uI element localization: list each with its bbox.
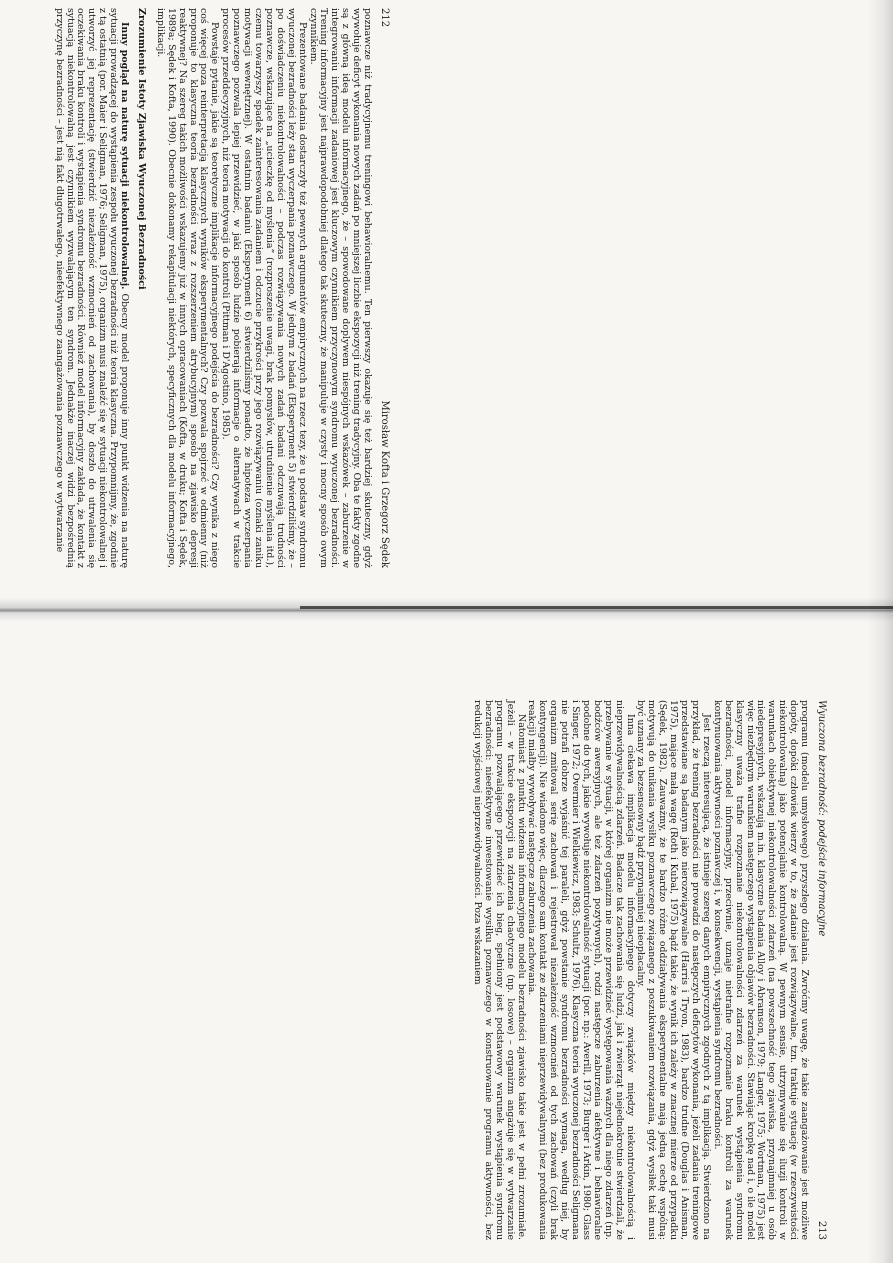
running-head-title: Wyuczona bezradność: podejście informacyjne — [816, 700, 827, 937]
paragraph — [53, 8, 129, 568]
running-head — [815, 700, 826, 1240]
page-212 — [0, 8, 389, 568]
page-number: 212 — [379, 8, 390, 28]
paragraph: programu (modelu umysłowego) przyszłego działania. Zwróćmy uwagę, że takie zaangażowanie jest możliwe dopóty, dopóki człowiek wierzy w to, że zadanie jest rozwiązywalne, tzn. traktuje sytuację (w rzeczywistości niekontrolowalną) jako potencjalnie kontrolowalną. W pewnym sensie, utrzymywanie się iluzji kontroli w warunkach obiektywnej niekontrolowalności zdarzeń (na powszechność tego zjawiska, przynajmniej u osób niedepresyjnych, wskazują m.in. klasyczne badania Alloy i Abramson, 1979; Langer, 1975; Wortman, 1975) jest więc niezbędnym warunkiem następczego wystąpienia objawów bezradności. Stawiając kropkę nad i, o ile model klasyczny uważa trafne rozpoznanie niekontrolowalności zdarzeń za warunek wystąpienia syndromu bezradności, model informacyjny, przeciwnie, uznaje nietrafne rozpoznanie braku kontroli za warunek kontynuowania aktywności poznawczej i, w konsekwencji, wystąpienia syndromu bezradności. — [711, 700, 811, 1240]
paragraph: Prezentowane badania dostarczyły też pewnych argumentów empirycznych na rzecz tezy, że u podstaw syndromu wyuczonej bezradności leży stan wyczerpania poznawczego. W jednym z badań (Eksperyment 5) stwierdziliśmy, że – po doświadczeniu niekontrolowalności – podczas rozwiązywania nowych zadań badani odczuwają trudności poznawcze, wskazujące na „ucieczkę od myślenia” (rozproszenie uwagi, brak pomysłów, utrudnienie myślenia itd.), czemu towarzyszy spadek zainteresowania zadaniem i odczucie przykrości przy jego rozwiązywaniu (oznaki zaniku motywacji wewnętrznej). W ostatnim badaniu (Eksperyment 6) stwierdziliśmy ponadto, że hipoteza wyczerpania poznawczego pozwala lepiej przewidzieć, w jaki sposób ludzie pobierają informacje o alternatywach w trakcie procesów przeddecyzyjnych, niż teoria motywacji do kontroli (Pittman i D'Agostino, 1985). — [220, 8, 308, 568]
page-edge-shadow — [867, 0, 893, 1263]
paragraph: Inna ciekawa implikacja modelu informacyjnego dotyczy związków między niekontrolowalnością i nieprzewidywalnością zdarzeń. Badacze tak zachowania się ludzi, jak i zwierząt niejednokrotnie stwierdzali, że przebywanie w sytuacji, w której organizm nie może przewidzieć występowania ważnych dla niego zdarzeń (np. bodźców awersyjnych, ale też zdarzeń pozytywnych), rodzi następcze zaburzenia afektywne i behawioralne podobne do tych, jakie wywołuje niekontrolowalność sytuacji (por. np.: Averill, 1973; Burger i Arkin, 1980; Glass i Singer, 1972; Overmier i Wielkiewicz, 1983; Schultz, 1976). Klasyczna teoria wyuczonej bezradności Seligmana nie potrafi dobrze wyjaśnić tej paraleli, gdyż powstanie syndromu bezradności wymaga, według niej, by organizm zmitowal serię zachowań i rejestrował niezależność wzmocnień od tych zachowań (czyli brak kontyngencji). Nie wiadomo więc, dlaczego sam kontakt ze zdarzeniami nieprzewidywalnymi (bez produkowania reakcji) miałby wywoływać następcze zaburzenia zachowania. — [526, 700, 636, 1240]
page-213 — [406, 700, 826, 1240]
page-number: 213 — [816, 1220, 827, 1240]
running-head-authors: Mirosław Kofta i Grzegorz Sędek — [379, 400, 390, 568]
paragraph: Jest rzeczą interesującą, że istnieje szereg danych empirycznych zgodnych z tą implikacją. Stwierdzono na przykład, że trening bezradności nie prowadzi do następczych deficytów wykonania, jeżeli zadania treningowe przedstawiane są badanym jako nierozwiązywalne (Harris i Tryon, 1983), bardzo trudne (Douglas i Anisman, 1975), mające małą wagę (Roth i Kubal, 1975) bądź takie, że wynik ich zależy w znacznej mierze od przypadku (Sędek, 1982). Zauważmy, że te bardzo różne oddziaływania eksperymentalne mają jedną cechę wspólną: motywują do unikania wysiłku poznawczego związanego z poszukiwaniem rozwiązania, gdyż wysiłek taki musi być uznany za bezsensowny bądź przynajmniej nieopłacalny. — [635, 700, 712, 1240]
paragraph: Natomiast z punktu widzenia informacyjnego modelu bezradności zjawisko takie jest w pełni zrozumiałe. Jeżeli – w trakcie ekspozycji na zdarzenia chaotyczne (np. losowe) – organizm angażuje się w wytwarzanie programu pozwalającego przewidzieć ich bieg, spełniony jest podstawowy warunek wystąpienia syndromu bezradności: nieefektywne inwestowanie wysiłku poznawczego w konstruowanie programu aktywności, bez redukcji wyjściowej nieprzewidywalności. Poza wskazaniem — [471, 700, 527, 1240]
section-lead: Inny pogląd na naturę sytuacji niekontrolowalnej. — [119, 22, 131, 290]
gutter-shadow-line — [300, 606, 893, 609]
book-gutter — [0, 598, 893, 622]
running-head — [378, 8, 389, 568]
paragraph: Powstaje pytanie, jakie są teoretyczne implikacje informacyjnego podejścia do bezradności? Czy wynika z niego coś więcej poza reinterpretacją klasycznych wyników eksperymentalnych? Czy pozwala spojrzeć w odmienny (niż proponuje to klasyczna teoria bezradności wraz z rozszerzeniem atrybucyjnym) sposób na zjawisko depresji reaktywnej? Na szereg takich możliwości wskazujemy już w innych opracowaniach (Kofta, w druku; Kofta i Sędek, 1989a; Sędek i Kofta, 1990). Obecnie dokonamy rekapitulacji niektórych, specyficznych dla modelu informacyjnego, implikacji. — [154, 8, 221, 568]
section-heading: Zrozumienie Istoty Zjawiska Wyuczonej Bezradności — [135, 8, 147, 290]
paragraph: poznawcze niż tradycyjnemu treningowi behawioralnemu. Ten pierwszy okazuje się też bardziej skuteczny, gdyż wywołuje deficyt wykonania nowych zadań po mniejszej liczbie ekspozycji niż trening tradycyjny. Oba te fakty zgodne są z główną ideą modelu informacyjnego, że – spowodowane doplywem niespójnych wskazówek – zaburzenie w integrowaniu informacji zadaniowej jest kluczowym czynnikiem przyczynowym syndromu wyuczonej bezradności. Trening informacyjny jest najprawdopodobniej dlatego tak skuteczny, że manipuluje w czysty i mocny sposób owym czynnikiem. — [307, 8, 374, 568]
section-paragraph-text: Obecny model proponuje inny punkt widzenia na naturę sytuacji prowadzącej do wystąpienia zespołu wyuczonej bezradności niż teoria klasyczna. Przypomnijmy, że, zgodnie z tą ostatnią (por. Maier i Seligman, 1976; Seligman, 1975), organizm musi znaleźć się w sytuacji niekontrolowalnej i utworzyć jej reprezentację (stwierdzić niezależność wzmocnień od zachowania), by doszło do utrwalenia się oczekiwania braku kontroli i wystąpienia syndromu bezradności. Również model informacyjny zakłada, że kontakt z sytuacją niekontrolowalną jest czynnikiem wyzwalającym ten syndrom. Jednakże inaczej widzi bezpośrednią przyczynę bezradności – jest nią fakt długotrwałego, nieefektywnego zaangażowania poznawczego w wytwarzanie — [53, 8, 131, 568]
